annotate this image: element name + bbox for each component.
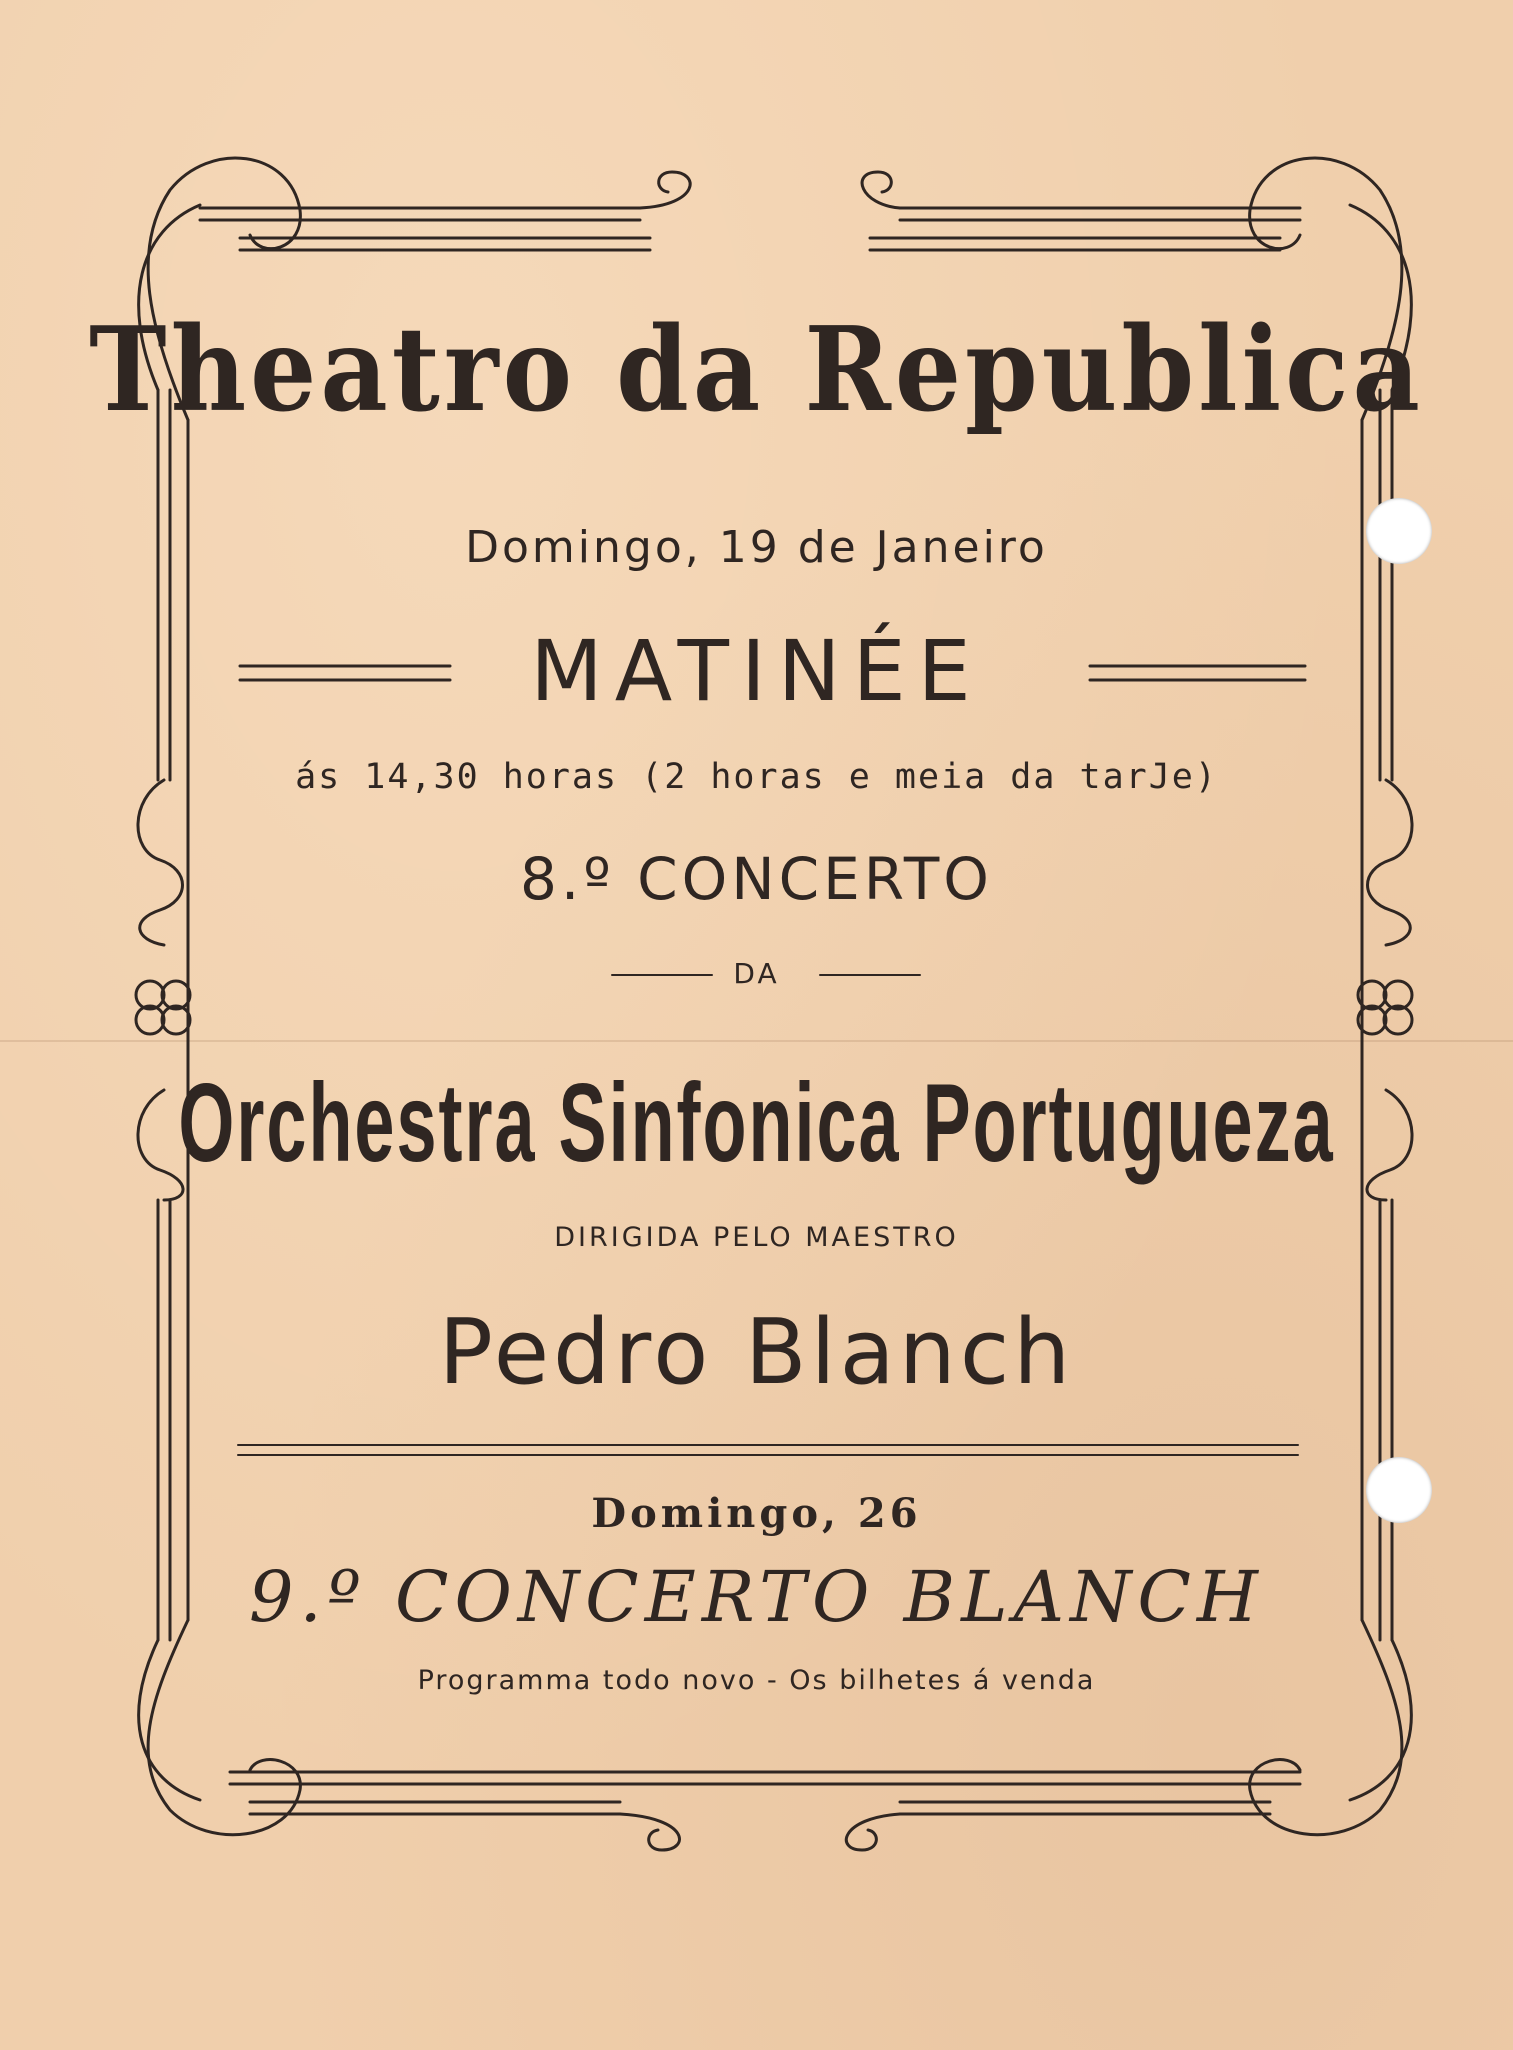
event-date: Domingo, 19 de Janeiro — [465, 522, 1048, 573]
conductor-name: Pedro Blanch — [438, 1300, 1075, 1405]
orchestra-name: Orchestra Sinfonica Portugueza — [178, 1061, 1335, 1186]
directed-by-label: DIRIGIDA PELO MAESTRO — [554, 1222, 959, 1253]
next-date: Domingo, 26 — [591, 1490, 922, 1537]
connector-text: DA — [733, 957, 780, 990]
footer-note: Programma todo novo - Os bilhetes á venda — [417, 1665, 1096, 1696]
event-time: ás 14,30 horas (2 horas e meia da tarJe) — [295, 757, 1218, 797]
next-concert: 9.º CONCERTO BLANCH — [249, 1556, 1264, 1638]
concert-number: 8.º CONCERTO — [520, 845, 993, 913]
theatre-title: Theatro da Republica — [89, 300, 1424, 438]
event-type: MATINÉE — [530, 622, 983, 720]
